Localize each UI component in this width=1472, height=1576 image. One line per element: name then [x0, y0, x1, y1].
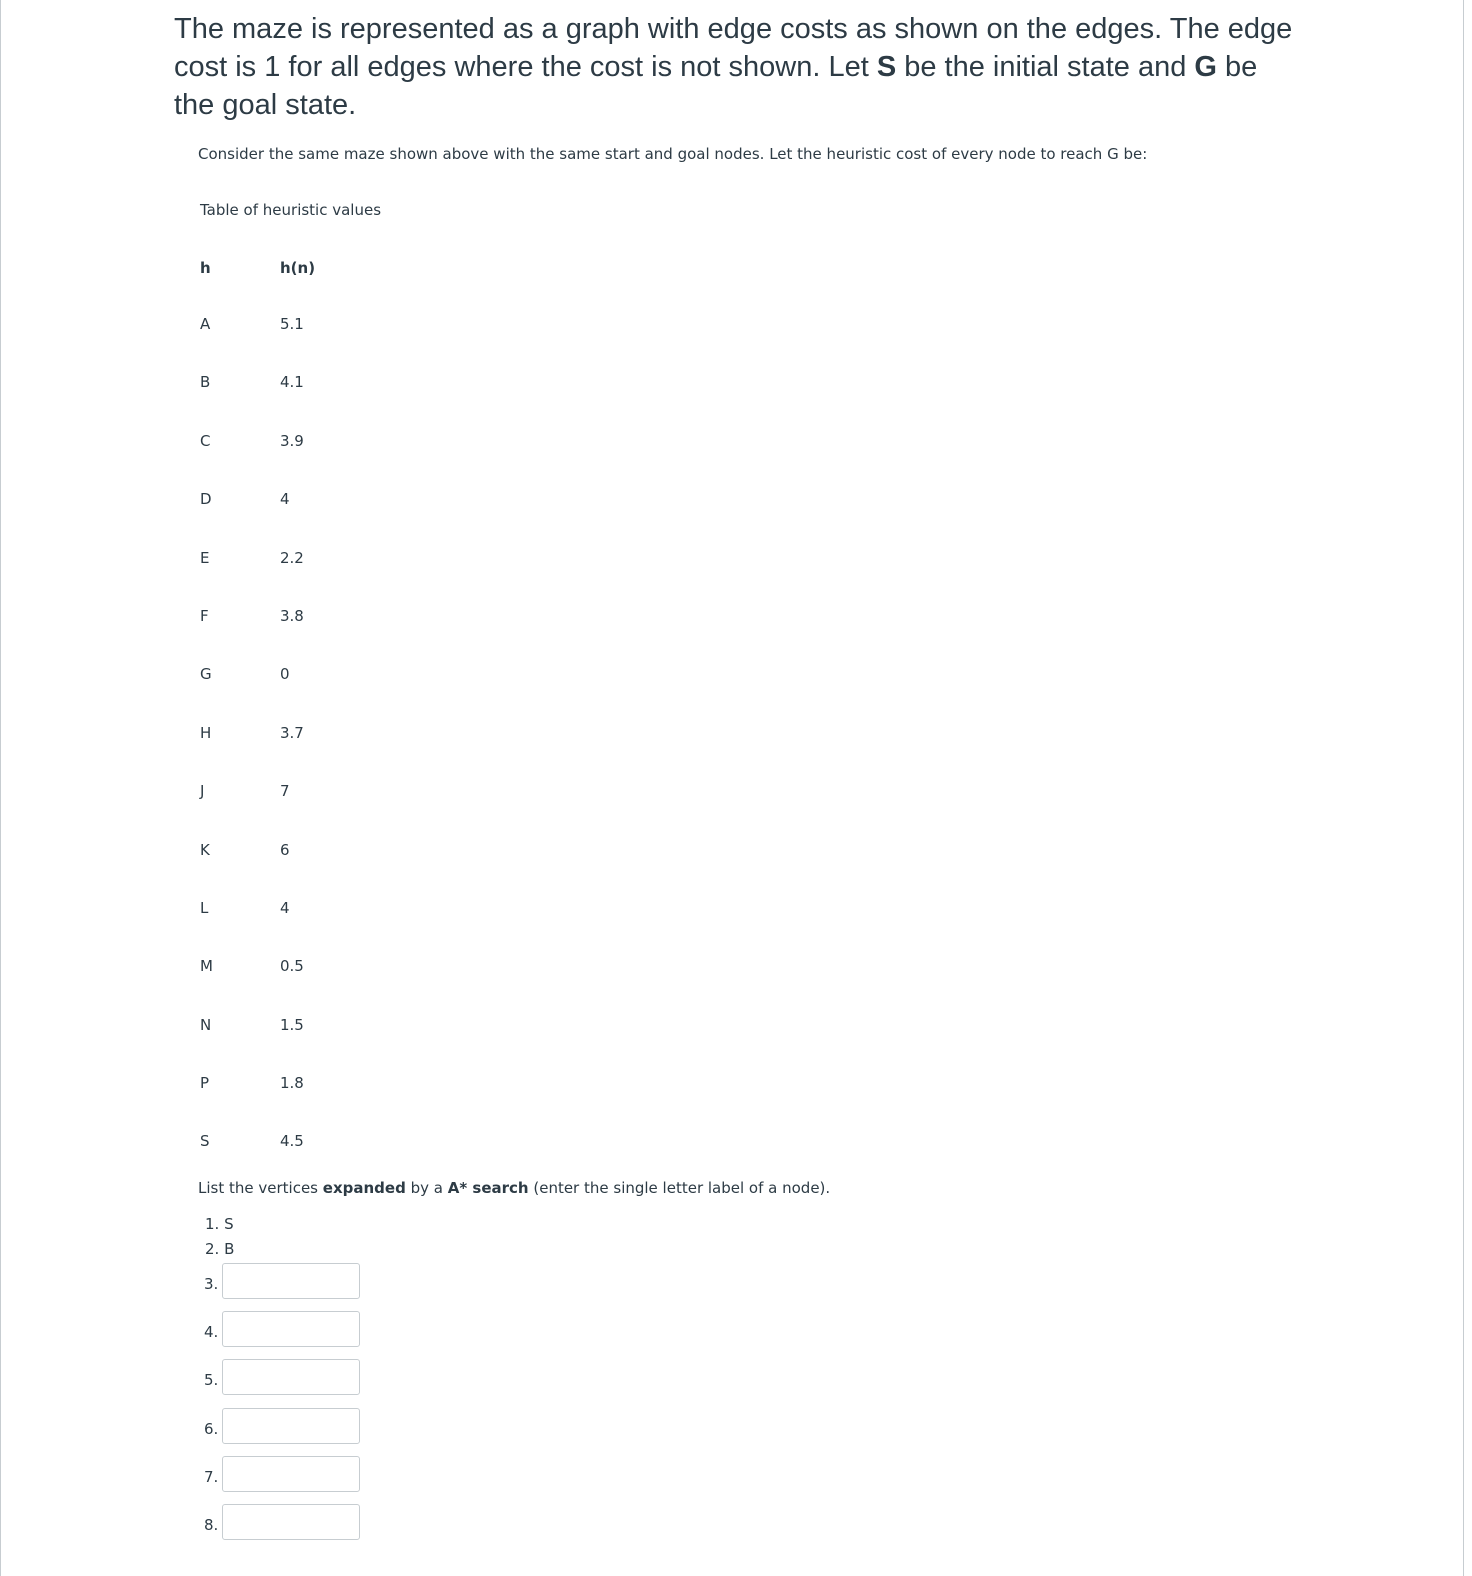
heuristic-value-cell: 3.8 [280, 606, 304, 625]
question-text-1: List the vertices [198, 1179, 323, 1197]
answer-number: 6. [204, 1420, 219, 1438]
question-text [198, 1178, 830, 1198]
table-row [200, 840, 315, 898]
answer-input-5[interactable] [222, 1359, 360, 1395]
table-row [200, 898, 315, 956]
heuristic-value-cell: 1.5 [280, 1015, 304, 1034]
heuristic-table-body [200, 314, 315, 1190]
heuristic-value-cell: 3.9 [280, 431, 304, 450]
question-text-3: (enter the single letter label of a node). [528, 1179, 831, 1197]
answer-row-4 [204, 1310, 360, 1348]
intro-text-2: be the initial state and [896, 51, 1195, 83]
answer-row-5 [204, 1358, 360, 1396]
answer-number: 7. [204, 1468, 219, 1486]
node-cell: L [200, 898, 209, 917]
answer-number: 3. [204, 1275, 219, 1293]
table-caption: Table of heuristic values [200, 201, 382, 219]
question-text-2: by a [405, 1179, 448, 1197]
page-left-border [0, 0, 1, 1576]
answer-number: 8. [204, 1516, 219, 1534]
table-row [200, 548, 315, 606]
heuristic-value-cell: 6 [280, 840, 290, 859]
answer-row-3 [204, 1262, 360, 1300]
consider-text: Consider the same maze shown above with the same start and goal nodes. Let the heuristic cost of every node to reach G be: [198, 145, 1148, 163]
heuristic-value-cell: 4.1 [280, 373, 304, 392]
header-node: h [200, 259, 211, 277]
node-cell: H [200, 723, 212, 742]
heuristic-table [200, 258, 315, 1190]
heuristic-value-cell: 4.5 [280, 1132, 304, 1151]
answer-row-6 [204, 1407, 360, 1445]
table-header-row [200, 258, 315, 314]
node-cell: M [200, 957, 213, 976]
start-node-label: S [876, 51, 897, 83]
answer-input-4[interactable] [222, 1311, 360, 1347]
node-cell: N [200, 1015, 212, 1034]
answer-input-3[interactable] [222, 1263, 360, 1299]
table-row [200, 606, 315, 664]
node-cell: D [200, 490, 212, 509]
intro-text-3: be the goal state. [174, 51, 1258, 121]
node-cell: C [200, 431, 211, 450]
problem-intro [174, 10, 1304, 124]
heuristic-value-cell: 3.7 [280, 723, 304, 742]
heuristic-value-cell: 1.8 [280, 1074, 304, 1093]
table-row [200, 664, 315, 722]
node-cell: B [200, 373, 211, 392]
answer-number: 4. [204, 1323, 219, 1341]
table-row [200, 489, 315, 547]
given-answer-2: 2. B [205, 1240, 235, 1258]
header-value: h(n) [280, 259, 316, 277]
node-cell: P [200, 1074, 210, 1093]
answer-input-7[interactable] [222, 1456, 360, 1492]
node-cell: A [200, 315, 211, 333]
node-cell: F [200, 606, 209, 625]
node-cell: G [200, 665, 212, 684]
answer-row-8 [204, 1503, 360, 1541]
heuristic-value-cell: 0.5 [280, 957, 304, 976]
question-bold-search: A* search [447, 1179, 529, 1197]
table-row [200, 1015, 315, 1073]
heuristic-value-cell: 4 [280, 490, 290, 509]
heuristic-value-cell: 0 [280, 665, 290, 684]
heuristic-value-cell: 2.2 [280, 548, 304, 567]
table-row [200, 723, 315, 781]
answer-input-8[interactable] [222, 1504, 360, 1540]
answer-number: 5. [204, 1371, 219, 1389]
page-right-border [1463, 0, 1464, 1576]
table-row [200, 372, 315, 430]
goal-node-label: G [1194, 51, 1217, 83]
table-row [200, 956, 315, 1014]
table-row [200, 314, 315, 372]
node-cell: E [200, 548, 210, 567]
table-row [200, 1073, 315, 1131]
answer-row-7 [204, 1455, 360, 1493]
node-cell: J [200, 782, 205, 801]
given-answer-1: 1. S [205, 1215, 234, 1233]
intro-text-1: The maze is represented as a graph with edge costs as shown on the edges. The edge cost is 1 for all edges where the cost is not shown. Let [174, 13, 1293, 83]
heuristic-value-cell: 7 [280, 782, 290, 801]
question-bold-expanded: expanded [322, 1179, 406, 1197]
heuristic-value-cell: 5.1 [280, 315, 304, 333]
node-cell: S [200, 1132, 210, 1151]
node-cell: K [200, 840, 210, 859]
table-row [200, 431, 315, 489]
heuristic-value-cell: 4 [280, 898, 290, 917]
answer-input-6[interactable] [222, 1408, 360, 1444]
table-row [200, 781, 315, 839]
